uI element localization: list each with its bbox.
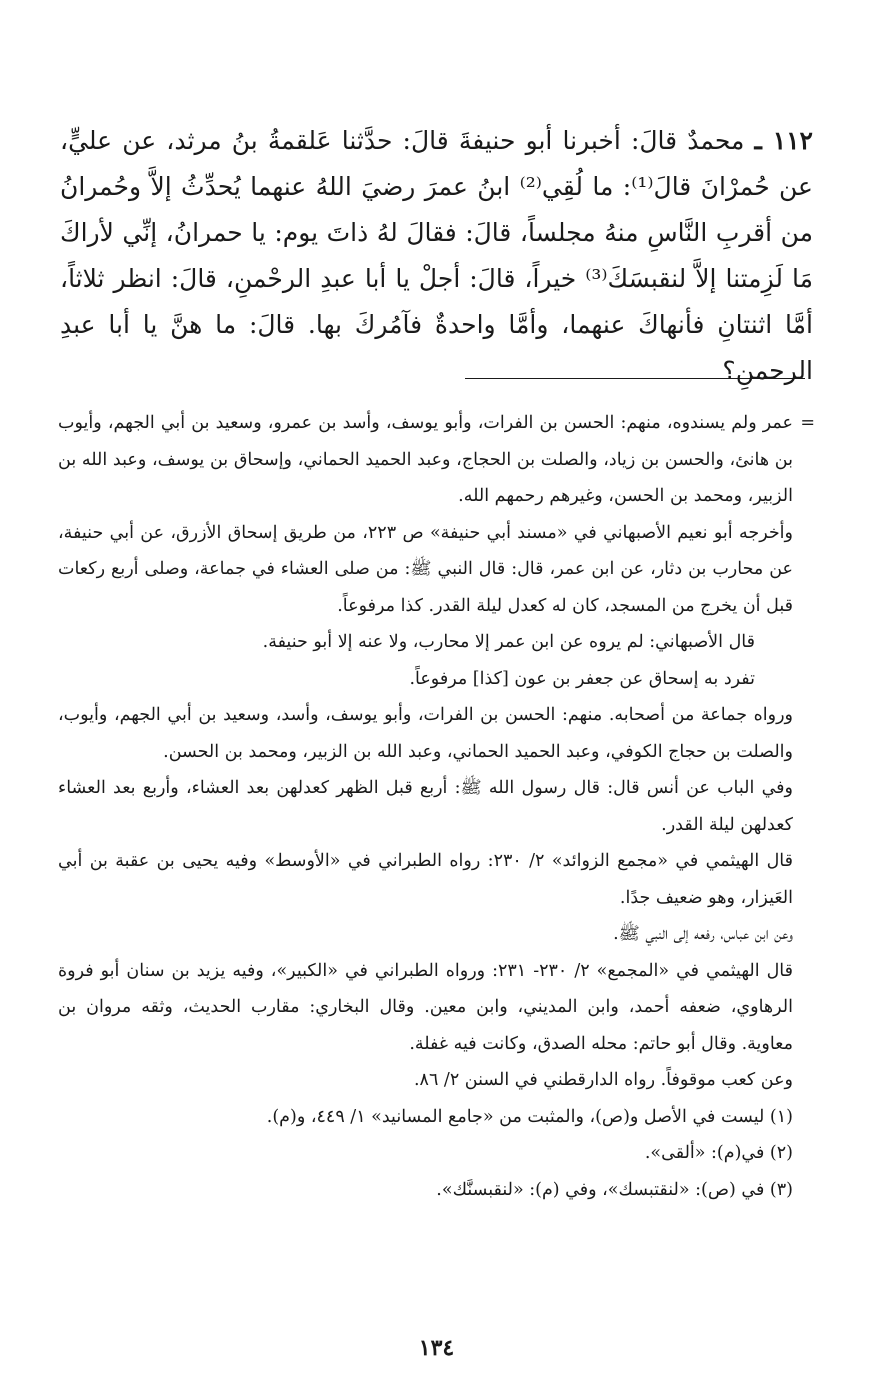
hadith-paragraph bbox=[60, 118, 813, 394]
continuation-marker: = bbox=[800, 413, 815, 433]
note-text: عمر ولم يسندوه، منهم: الحسن بن الفرات، وأبو يوسف، وأسد بن عمرو، وسعيد بن أبي الجهم، وأيوب بن هانئ، والحسن بن زياد، والصلت بن الحجاج، وعبد الحميد الحماني، وإسحاق بن يوسف، وعبد الله بن الزبير، ومحمد بن الحسن، وغيرهم رحمهم الله. bbox=[58, 413, 793, 506]
notes-block bbox=[58, 405, 815, 1208]
note-paragraph: ورواه جماعة من أصحابه. منهم: الحسن بن الفرات، وأبو يوسف، وأسد، وسعيد بن أبي الجهم، وأيوب، والصلت بن حجاج الكوفي، وعبد الحميد الحماني، وعبد الله بن الزبير، ومحمد بن الحسن. bbox=[58, 705, 793, 762]
footnote-2: (٢) في(م): «ألقى». bbox=[644, 1143, 793, 1163]
page-number: ١٣٤ bbox=[418, 1335, 455, 1361]
note-paragraph bbox=[58, 405, 815, 515]
note-paragraph: وفي الباب عن أنس قال: قال رسول الله ﷺ: أربع قبل الظهر كعدلهن بعد العشاء، وأربع بعد العشاء كعدلهن ليلة القدر. bbox=[58, 778, 793, 835]
note-paragraph: وأخرجه أبو نعيم الأصبهاني في «مسند أبي حنيفة» ص ٢٢٣، من طريق إسحاق الأزرق، عن أبي حنيفة، عن محارب بن دثار، عن ابن عمر، قال: قال النبي ﷺ: من صلى العشاء في جماعة، وصلى أربع ركعات قبل أن يخرج من المسجد، كان له كعدل ليلة القدر. كذا مرفوعاً. bbox=[58, 522, 793, 616]
footnote-1: (١) ليست في الأصل و(ص)، والمثبت من «جامع المسانيد» ١/ ٤٤٩، و(م). bbox=[266, 1106, 793, 1127]
note-paragraph: قال الأصبهاني: لم يروه عن ابن عمر إلا محارب، ولا عنه إلا أبو حنيفة. bbox=[262, 632, 755, 652]
note-paragraph: قال الهيثمي في «المجمع» ٢/ ٢٣٠- ٢٣١: ورواه الطبراني في «الكبير»، وفيه يزيد بن سنان أبو فروة الرهاوي، ضعفه أحمد، وابن المديني، وابن معين. وقال البخاري: مقارب الحديث، وثقه مروان بن معاوية. وقال أبو حاتم: محله الصدق، وكانت فيه غفلة. bbox=[58, 960, 793, 1054]
footnote-separator bbox=[465, 378, 805, 379]
hadith-number: ١١٢ ـ bbox=[754, 126, 813, 155]
note-paragraph: قال الهيثمي في «مجمع الزوائد» ٢/ ٢٣٠: رواه الطبراني في «الأوسط» وفيه يحيى بن عقبة بن أبي العَيزار، وهو ضعيف جدًا. bbox=[58, 851, 793, 908]
footnote-3: (٣) في (ص): «لنقتبسك»، وفي (م): «لنقبسنَّك». bbox=[436, 1179, 793, 1200]
hadith-text-block bbox=[60, 118, 813, 394]
note-paragraph: وعن ابن عباس، رفعه إلى النبي ﷺ. bbox=[613, 924, 793, 944]
note-paragraph: وعن كعب موقوفاً. رواه الدارقطني في السنن ٢/ ٨٦. bbox=[413, 1070, 793, 1090]
note-paragraph: تفرد به إسحاق عن جعفر بن عون [كذا] مرفوعاً. bbox=[409, 668, 755, 689]
hadith-body: محمدٌ قالَ: أخبرنا أبو حنيفةَ قالَ: حدَّثنا عَلقمةُ بنُ مرثد، عن عليٍّ، عن حُمرْانَ قالَ⁽¹⁾: ما لُقِي⁽²⁾ ابنُ عمرَ رضيَ اللهُ عنهما يُحدِّثُ إلاَّ وحُمرانُ من أقربِ النَّاسِ منهُ مجلساً، قالَ: فقالَ لهُ ذاتَ يوم: يا حمرانُ، إنِّي لأراكَ مَا لَزِمتنا إلاَّ لنقبسَكَ⁽³⁾ خيراً، قالَ: أجلْ يا أبا عبدِ الرحْمنِ، قالَ: انظر ثلاثاً، أمَّا اثنتانِ فأنهاكَ عنهما، وأمَّا واحدةٌ فآمُركَ بها. قالَ: ما هنَّ يا أبا عبدِ الرحمنِ؟ bbox=[60, 126, 813, 385]
